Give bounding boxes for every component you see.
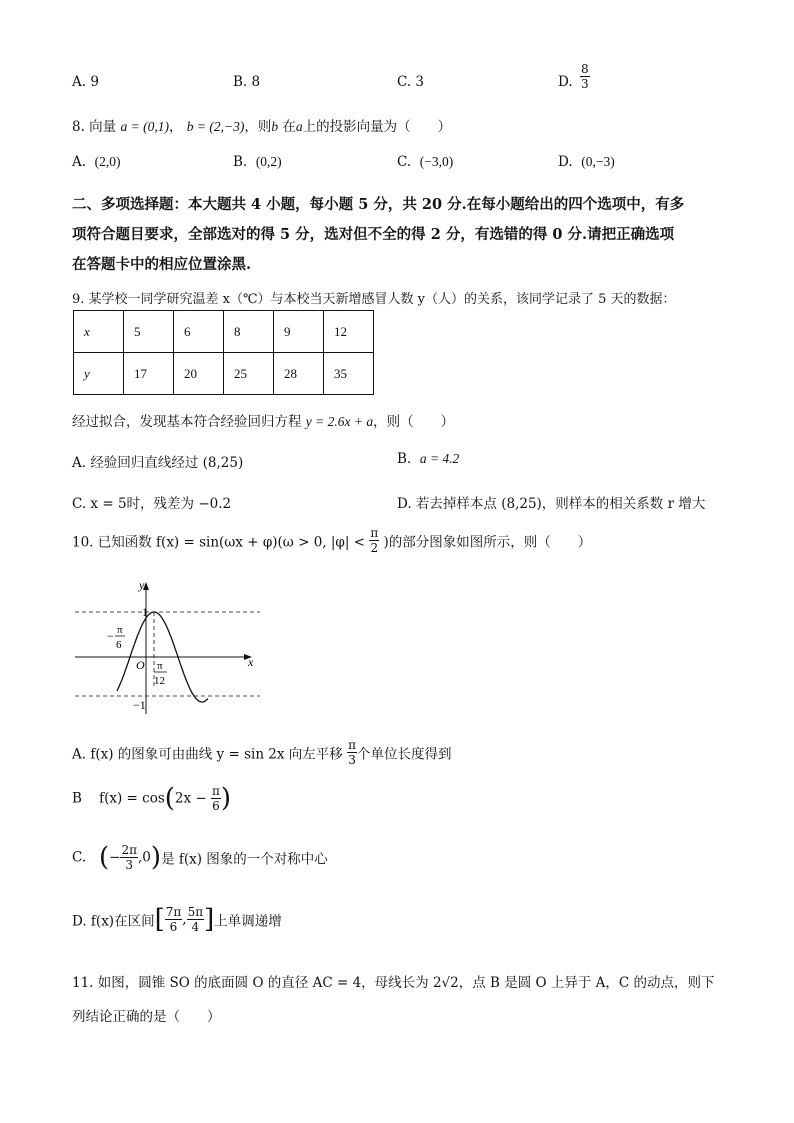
table-cell: 20 xyxy=(174,353,224,395)
q9-fit-post: ，则（ ） xyxy=(373,414,455,430)
q8-b-vector: b = (2,−3) xyxy=(186,119,245,134)
option-label: A. xyxy=(72,154,87,170)
neg-pi6-num: π xyxy=(117,624,123,636)
q10-stem xyxy=(72,526,591,555)
table-row xyxy=(74,311,374,353)
close-bracket: ] xyxy=(204,904,215,935)
tick-label-neg-one: −1 xyxy=(133,698,146,712)
q8-option-a xyxy=(72,154,121,170)
option-value: (0,−3) xyxy=(581,154,615,169)
q9-data-table xyxy=(73,310,374,395)
q8-sep: ， xyxy=(168,119,183,135)
frac-den: 6 xyxy=(212,799,220,813)
frac-den: 2 xyxy=(370,541,379,555)
q8-a-vector: a = (0,1) xyxy=(120,119,169,134)
frac-num: π xyxy=(212,784,220,798)
close-paren: ) xyxy=(150,842,162,873)
frac-den: 3 xyxy=(348,753,356,767)
q7-option-c: C. 3 xyxy=(397,74,425,90)
frac-num: 5π xyxy=(187,905,204,919)
q8-in: 在 xyxy=(282,119,296,135)
table-cell: 35 xyxy=(324,353,374,395)
table-cell: 8 xyxy=(224,311,274,353)
q10-opt-a-post: 个单位长度得到 xyxy=(357,746,452,763)
q9-fit-equation: y = 2.6x + a xyxy=(305,414,374,429)
q10-option-d xyxy=(72,905,282,934)
q9-fit-line xyxy=(72,410,454,430)
option-label: D. xyxy=(558,154,573,170)
tick-label-one: 1 xyxy=(142,605,148,619)
q11-line-1: 11. 如图，圆锥 SO 的底面圆 O 的直径 AC = 4，母线长为 2√2，点 B 是圆 O 上异于 A，C 的动点，则下 xyxy=(72,975,715,991)
q8-option-d xyxy=(558,154,615,170)
section2-line-1: 二、多项选择题：本大题共 4 小题，每小题 5 分，共 20 分.在每小题给出的四个选项中，有多 xyxy=(72,196,685,213)
q10-option-a xyxy=(72,738,452,767)
table-cell: 17 xyxy=(124,353,174,395)
neg-sign: − xyxy=(107,629,114,643)
open-paren: ( xyxy=(164,783,175,814)
frac-num: π xyxy=(370,526,379,540)
table-cell: 25 xyxy=(224,353,274,395)
option-equation: a = 4.2 xyxy=(419,451,460,466)
option-label: C. xyxy=(72,849,87,866)
q9-option-b xyxy=(397,451,459,467)
section2-line-3: 在答题卡中的相应位置涂黑. xyxy=(72,256,252,273)
q8-stem xyxy=(72,115,451,135)
option-label: B. xyxy=(397,451,412,467)
q7-option-d-fraction xyxy=(580,62,590,91)
frac-den: 3 xyxy=(581,77,589,91)
pi12-den: 12 xyxy=(154,675,165,687)
q10-opt-c-post: 是 f(x) 图象的一个对称中心 xyxy=(161,851,328,868)
frac-num: π xyxy=(348,738,356,752)
q9-option-c: C. x = 5时，残差为 −0.2 xyxy=(72,496,232,512)
table-row xyxy=(74,353,374,395)
table-cell: 12 xyxy=(324,311,374,353)
section2-line-2: 项符合题目要求，全部选对的得 5 分，选对但不全的得 2 分，有选错的得 0 分.请把正确选项 xyxy=(72,226,675,243)
q8-b: b xyxy=(271,119,279,134)
q8-suffix: 上的投影向量为（ ） xyxy=(302,119,452,135)
frac-den: 3 xyxy=(125,858,134,872)
y-axis-label: y xyxy=(139,578,145,592)
q10-opt-d-post: 上单调递增 xyxy=(214,913,282,930)
q8-a: a xyxy=(295,119,303,134)
q10-opt-b-inner: 2x − xyxy=(174,790,207,807)
option-value: (0,2) xyxy=(255,154,282,169)
open-bracket: [ xyxy=(154,904,165,935)
q9-option-a: A. 经验回归直线经过 (8,25) xyxy=(72,455,244,471)
option-value: (−3,0) xyxy=(419,154,454,169)
option-label: C. xyxy=(397,154,412,170)
q7-option-d: D. xyxy=(558,74,573,90)
q11-line-2: 列结论正确的是（ ） xyxy=(72,1009,221,1025)
frac-num: 8 xyxy=(581,62,589,76)
q9-stem: 9. 某学校一同学研究温差 x（℃）与本校当天新增感冒人数 y（人）的关系，该同学记录了 5 天的数据： xyxy=(72,292,676,307)
q8-prefix: 8. 向量 xyxy=(72,119,117,135)
q8-mid: ，则 xyxy=(244,119,272,135)
table-cell: y xyxy=(74,353,124,395)
frac-den: 6 xyxy=(169,920,178,934)
q7-option-a: A. 9 xyxy=(72,74,99,90)
q10-stem-post: )的部分图象如图所示，则（ ） xyxy=(383,534,592,551)
q10-sine-graph xyxy=(70,576,270,716)
q10-opt-a-pre: A. f(x) 的图象可由曲线 y = sin 2x 向左平移 xyxy=(72,746,343,763)
origin-label: O xyxy=(136,658,145,672)
q8-option-b xyxy=(233,154,282,170)
minus-sign: − xyxy=(109,849,121,866)
comma-zero: ,0 xyxy=(138,849,151,866)
table-cell: x xyxy=(74,311,124,353)
q10-option-c xyxy=(72,843,328,872)
option-value: (2,0) xyxy=(94,154,121,169)
q10-opt-b-pre: f(x) = cos xyxy=(99,790,165,807)
q8-option-c xyxy=(397,154,453,170)
x-axis-label: x xyxy=(248,655,254,669)
table-cell: 5 xyxy=(124,311,174,353)
q10-opt-d-pre: D. f(x)在区间 xyxy=(72,913,155,930)
close-paren: ) xyxy=(220,783,232,814)
table-cell: 28 xyxy=(274,353,324,395)
q9-option-d: D. 若去掉样本点 (8,25)，则样本的相关系数 r 增大 xyxy=(397,496,706,512)
q9-fit-pre: 经过拟合，发现基本符合经验回归方程 xyxy=(72,414,302,430)
option-label: B xyxy=(72,790,82,807)
frac-num: 2π xyxy=(121,843,138,857)
neg-pi6-den: 6 xyxy=(116,639,122,651)
q10-stem-pre: 10. 已知函数 f(x) = sin(ωx + φ)(ω > 0, |φ| < xyxy=(72,534,366,551)
option-label: B. xyxy=(233,154,248,170)
open-paren: ( xyxy=(99,842,110,873)
table-cell: 6 xyxy=(174,311,224,353)
table-cell: 9 xyxy=(274,311,324,353)
comma: , xyxy=(182,911,187,928)
frac-den: 4 xyxy=(191,920,200,934)
pi12-num: π xyxy=(157,660,163,672)
q10-option-b xyxy=(72,784,231,813)
frac-num: 7π xyxy=(165,905,182,919)
q7-option-b: B. 8 xyxy=(233,74,261,90)
